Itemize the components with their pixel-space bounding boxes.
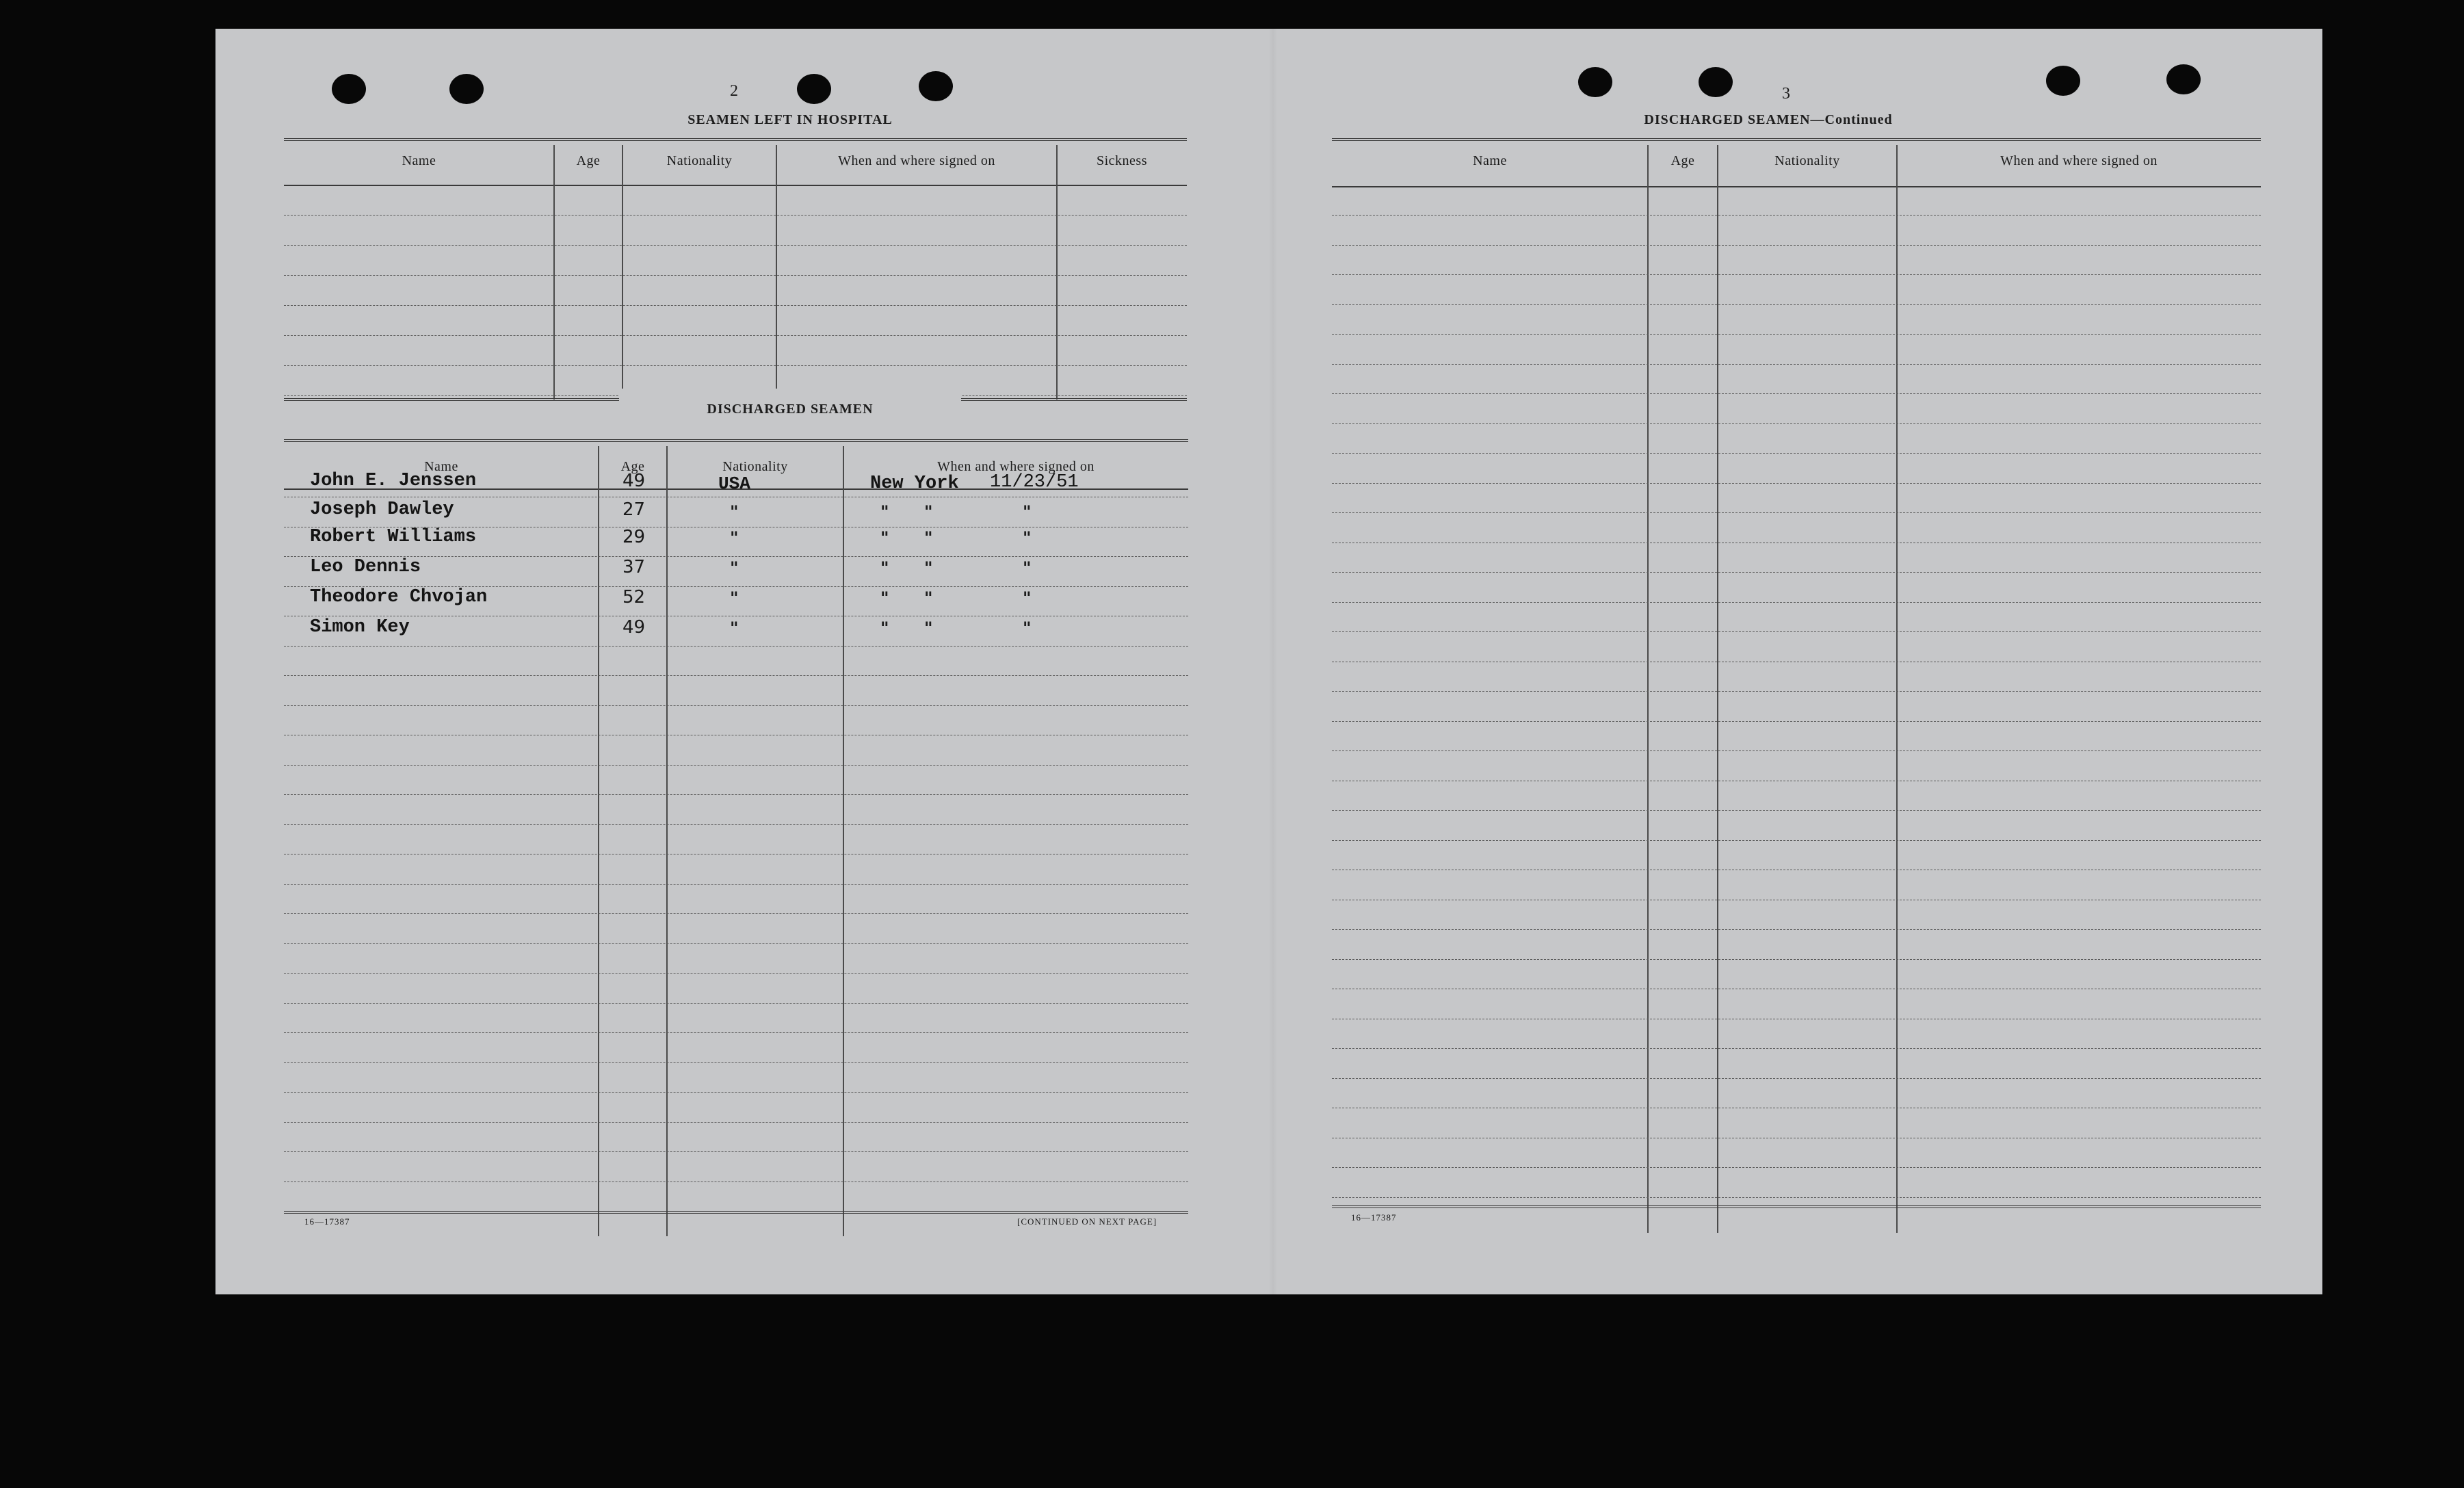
discharged-divider (598, 446, 599, 1236)
ditto-mark: " (730, 588, 739, 608)
ruled-line (284, 1092, 1188, 1093)
punch-hole (1699, 67, 1733, 97)
ruled-line (284, 365, 1187, 366)
discharged-col-nationality: Nationality (722, 459, 788, 474)
seaman-name: Leo Dennis (310, 557, 421, 577)
ditto-mark: " (1023, 618, 1032, 638)
seaman-nationality: USA (718, 473, 750, 494)
ruled-line (1332, 750, 2261, 751)
ditto-mark: " (924, 528, 933, 547)
seaman-name: Joseph Dawley (310, 499, 454, 520)
ruled-line (1332, 929, 2261, 930)
ruled-line (284, 884, 1188, 885)
ruled-line (1332, 393, 2261, 394)
ruled-line (284, 1003, 1188, 1004)
seaman-age: 27 (622, 499, 646, 520)
ditto-mark: " (880, 502, 889, 521)
right-divider (1717, 145, 1718, 1233)
ruled-line (284, 913, 1188, 914)
ditto-mark: " (730, 528, 739, 547)
ditto-mark: " (1023, 502, 1032, 521)
ruled-line (284, 305, 1187, 306)
ruled-line (1332, 721, 2261, 722)
ruled-line (284, 675, 1188, 676)
punch-hole (1578, 67, 1612, 97)
ruled-line (284, 973, 1188, 974)
punch-hole (449, 74, 484, 104)
hospital-top-rule (284, 138, 1187, 141)
ruled-line (284, 1122, 1188, 1123)
ruled-line (1332, 1167, 2261, 1168)
continued-title: DISCHARGED SEAMEN—Continued (1644, 112, 1893, 127)
ruled-line (284, 335, 1187, 336)
right-header-rule (1332, 186, 2261, 187)
ruled-line (1332, 245, 2261, 246)
ruled-line (1332, 304, 2261, 305)
hospital-divider (1056, 145, 1058, 400)
page-number-left: 2 (730, 82, 738, 100)
ditto-mark: " (730, 502, 739, 521)
form-number-right: 16—17387 (1351, 1212, 1397, 1223)
ruled-line (284, 765, 1188, 766)
ruled-line (1332, 334, 2261, 335)
ruled-line (284, 1032, 1188, 1033)
punch-hole (332, 74, 366, 104)
ditto-mark: " (924, 618, 933, 638)
hospital-col-age: Age (576, 153, 601, 168)
hospital-divider (622, 145, 623, 400)
ruled-line (284, 1151, 1188, 1152)
ruled-line (284, 245, 1187, 246)
ruled-line (1332, 631, 2261, 632)
page-number-right: 3 (1782, 85, 1790, 103)
hospital-divider (776, 145, 777, 400)
ditto-mark: " (1023, 558, 1032, 577)
ditto-mark: " (730, 558, 739, 577)
ditto-mark: " (924, 502, 933, 521)
ruled-line (1332, 274, 2261, 275)
ruled-line (1332, 1048, 2261, 1049)
seaman-age: 49 (622, 471, 646, 491)
ditto-mark: " (880, 618, 889, 638)
seaman-name: Robert Williams (310, 527, 477, 547)
ruled-line (1332, 215, 2261, 216)
punch-hole (797, 74, 831, 104)
hospital-col-signed-on: When and where signed on (838, 153, 995, 168)
ditto-mark: " (880, 558, 889, 577)
ditto-mark: " (924, 558, 933, 577)
ruled-line (1332, 572, 2261, 573)
ruled-line (1332, 691, 2261, 692)
ruled-line (284, 1062, 1188, 1063)
ruled-line (284, 794, 1188, 795)
discharged-col-name: Name (424, 459, 458, 474)
ditto-mark: " (1023, 528, 1032, 547)
hospital-col-nationality: Nationality (666, 153, 733, 168)
right-col-signed-on: When and where signed on (2000, 153, 2158, 168)
ruled-line (284, 275, 1187, 276)
right-col-age: Age (1670, 153, 1695, 168)
right-bottom-rule (1332, 1205, 2261, 1208)
discharged-divider (666, 446, 668, 1236)
ditto-mark: " (880, 528, 889, 547)
discharged-bottom-rule (284, 1211, 1188, 1214)
ditto-mark: " (924, 588, 933, 608)
seaman-name: Theodore Chvojan (310, 587, 488, 608)
ditto-mark: " (730, 618, 739, 638)
punch-hole (2046, 66, 2080, 96)
punch-hole (919, 71, 953, 101)
discharged-col-signed-on: When and where signed on (937, 459, 1095, 474)
right-divider (1896, 145, 1898, 1233)
seaman-age: 37 (622, 557, 646, 577)
form-number-left: 16—17387 (304, 1216, 350, 1227)
right-top-rule (1332, 138, 2261, 141)
ruled-line (1332, 959, 2261, 960)
hospital-divider (553, 145, 555, 400)
seaman-age: 49 (622, 617, 646, 638)
ruled-line (1332, 423, 2261, 424)
ruled-line (1332, 810, 2261, 811)
right-divider (1647, 145, 1649, 1233)
ruled-line (1332, 364, 2261, 365)
ruled-line (284, 824, 1188, 825)
hospital-col-name: Name (402, 153, 436, 168)
ditto-mark: " (880, 588, 889, 608)
seaman-signed-place: New York (870, 473, 959, 494)
punch-hole (2166, 64, 2201, 94)
continued-note: [CONTINUED ON NEXT PAGE] (1017, 1216, 1157, 1227)
page-fold (1269, 29, 1277, 1294)
ditto-mark: " (1023, 588, 1032, 608)
ruled-line (284, 215, 1187, 216)
hospital-col-sickness: Sickness (1097, 153, 1147, 168)
ruled-line (284, 943, 1188, 944)
ruled-line (1332, 453, 2261, 454)
seaman-name: Simon Key (310, 617, 410, 638)
seaman-age: 52 (622, 587, 646, 608)
register-sheet (215, 29, 2322, 1294)
ruled-line (1332, 602, 2261, 603)
discharged-col-age: Age (620, 459, 645, 474)
right-col-nationality: Nationality (1774, 153, 1840, 168)
seaman-signed-date: 11/23/51 (990, 472, 1079, 493)
right-col-name: Name (1473, 153, 1507, 168)
discharged-title: DISCHARGED SEAMEN (619, 389, 961, 430)
ruled-line (284, 705, 1188, 706)
hospital-header-rule (284, 185, 1187, 186)
ruled-line (1332, 512, 2261, 513)
ruled-line (1332, 483, 2261, 484)
seaman-name: John E. Jenssen (310, 471, 477, 491)
discharged-divider (843, 446, 844, 1236)
hospital-title: SEAMEN LEFT IN HOSPITAL (687, 112, 893, 127)
ruled-line (1332, 1197, 2261, 1198)
seaman-age: 29 (622, 527, 646, 547)
ruled-line (1332, 840, 2261, 841)
ruled-line (284, 646, 1188, 647)
ruled-line (1332, 1078, 2261, 1079)
